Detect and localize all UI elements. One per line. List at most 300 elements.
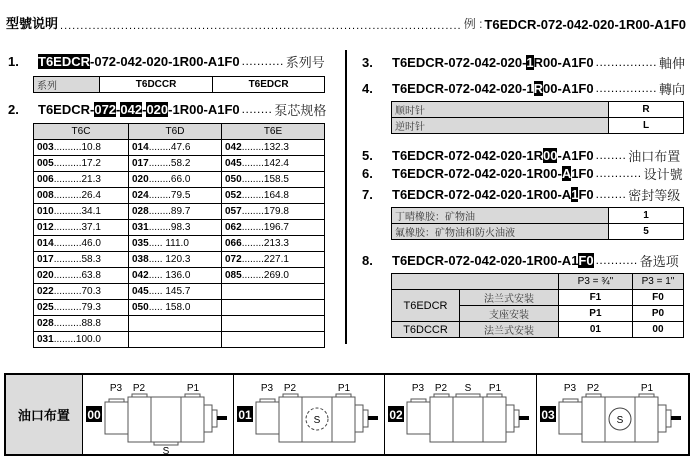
rotation-label: 顺时针 (392, 102, 609, 118)
code-part: - (116, 101, 121, 117)
front-cap (658, 405, 666, 432)
size-cell (222, 188, 325, 204)
pump-diagram (83, 375, 235, 454)
table-row (34, 77, 325, 93)
port-label: P3 (563, 383, 576, 394)
code-part: T6EDCR-072-042-020-1R00-A (392, 186, 572, 202)
size-cell (34, 140, 129, 156)
seal-label: 丁晴橡胶：矿物油 (392, 208, 609, 224)
size-code: 045 (225, 158, 242, 169)
port-label: P3 (109, 383, 122, 394)
code-label: 03 (540, 408, 555, 422)
displacement-value: ........179.8 (241, 206, 289, 217)
leader-dots: ............ (595, 166, 642, 180)
code-highlight: 00 (543, 147, 558, 163)
table-row (392, 118, 684, 134)
table-row (34, 188, 325, 204)
column-header: T6E (222, 124, 325, 140)
table-row (34, 172, 325, 188)
flange (363, 410, 368, 427)
section-number: 6. (362, 165, 373, 181)
size-cell (222, 172, 325, 188)
table-row (34, 140, 325, 156)
size-cell (222, 316, 325, 332)
front-cap (506, 405, 514, 432)
pump-diagram (234, 375, 386, 454)
port-flange (336, 394, 351, 397)
panel-label: 油口布置 (6, 375, 83, 454)
size-code: 052 (225, 190, 242, 201)
port-flange (487, 394, 502, 397)
column-header: P3 = 1" (632, 274, 683, 290)
table-row (34, 156, 325, 172)
section-number: 7. (362, 186, 373, 202)
leader-dots: ........ (595, 187, 627, 201)
port-arrangement-panel (4, 373, 690, 456)
end-cover (256, 402, 279, 434)
displacement-value: ........142.4 (241, 158, 289, 169)
series-value: T6EDCR (213, 77, 325, 93)
size-code: 010 (37, 206, 54, 217)
option-value: 00 (632, 322, 683, 338)
displacement-value: ..........88.8 (53, 318, 101, 329)
displacement-value: ........196.7 (241, 222, 289, 233)
displacement-value: ..........26.4 (53, 190, 101, 201)
size-cell (222, 300, 325, 316)
code-part: 1F0 (571, 165, 594, 181)
body-block (453, 397, 483, 442)
table-row (34, 300, 325, 316)
size-code: 045 (132, 286, 149, 297)
size-cell (129, 236, 222, 252)
size-cell (129, 252, 222, 268)
flange (212, 410, 217, 427)
size-cell (34, 220, 129, 236)
body-block (181, 397, 204, 442)
port-label: P2 (283, 383, 297, 394)
seal-table (391, 207, 684, 240)
size-code: 022 (37, 286, 54, 297)
port-flange (283, 394, 298, 397)
displacement-value: ........98.3 (148, 222, 191, 233)
model-cell: T6DCCR (392, 322, 460, 338)
size-cell (34, 316, 129, 332)
size-cell (34, 172, 129, 188)
section-description: 备选项 (639, 254, 679, 270)
model-code (392, 55, 594, 70)
rotation-value: R (609, 102, 684, 118)
port-label: P1 (640, 383, 653, 394)
displacement-value: ..........37.1 (53, 222, 101, 233)
size-code: 024 (132, 190, 149, 201)
code-part: T6EDCR- (38, 101, 95, 117)
body-block (151, 397, 181, 442)
code-part: - (142, 101, 147, 117)
body-block (483, 397, 506, 442)
section-number: 5. (362, 147, 373, 163)
displacement-value: ........58.2 (148, 158, 191, 169)
section-number: 3. (362, 54, 373, 70)
size-code: 042 (132, 270, 149, 281)
column-header: P3 = ¾" (558, 274, 632, 290)
table-row (34, 268, 325, 284)
code-part: T6EDCR-072-042-020-1 (392, 80, 534, 96)
series-label: 系列 (34, 77, 100, 93)
displacement-value: ..... 136.0 (148, 270, 191, 281)
seal-value: 1 (609, 208, 684, 224)
section-description: 密封等级 (628, 188, 681, 204)
size-code: 028 (37, 318, 54, 329)
code-highlight: R (533, 80, 544, 96)
size-code: 020 (37, 270, 54, 281)
end-cover (105, 402, 128, 434)
port-option-01 (234, 375, 385, 454)
example-code: T6EDCR-072-042-020-1R00-A1F0 (484, 17, 686, 32)
displacement-value: ..........46.0 (53, 238, 101, 249)
table-row (34, 220, 325, 236)
port-label: P1 (186, 383, 199, 394)
size-cell (34, 268, 129, 284)
code-part: T6EDCR-072-042-020- (392, 54, 527, 70)
port-flange (434, 394, 449, 397)
size-code: 014 (37, 238, 54, 249)
option-value: 01 (558, 322, 632, 338)
code-part: 00-A1F0 (543, 80, 594, 96)
size-cell (34, 156, 129, 172)
table-row (34, 332, 325, 348)
table-row (392, 102, 684, 118)
displacement-value: ........132.3 (241, 142, 289, 153)
size-cell (129, 172, 222, 188)
model-code (392, 148, 594, 163)
size-code: 031 (132, 222, 149, 233)
size-cell (222, 204, 325, 220)
flange (514, 410, 519, 427)
end-cover (559, 402, 582, 434)
size-code: 017 (132, 158, 149, 169)
size-cell (34, 188, 129, 204)
section-description: 设计號 (643, 167, 683, 183)
displacement-value: ........158.5 (241, 174, 289, 185)
table-row (392, 208, 684, 224)
table-row (392, 290, 684, 306)
code-part: F0 (578, 186, 594, 202)
rotation-label: 逆时针 (392, 118, 609, 134)
size-cell (129, 332, 222, 348)
code-part: -1R00-A1F0 (168, 101, 240, 117)
options-table (391, 273, 684, 338)
port-flange (185, 394, 200, 397)
size-cell (34, 300, 129, 316)
size-code: 062 (225, 222, 242, 233)
port-label: P1 (489, 383, 502, 394)
body-block (128, 397, 151, 442)
size-cell (34, 284, 129, 300)
size-code: 025 (37, 302, 54, 313)
port-flange (411, 399, 426, 402)
displacement-value: ........47.6 (148, 142, 191, 153)
code-part: R00-A1F0 (533, 54, 594, 70)
shaft (368, 416, 378, 420)
column-header: T6C (34, 124, 129, 140)
code-label: 00 (86, 408, 101, 422)
displacement-value: ........164.8 (241, 190, 289, 201)
series-table (33, 76, 325, 93)
pump-diagram (537, 375, 689, 454)
table-row (34, 252, 325, 268)
displacement-value: ..........21.3 (53, 174, 101, 185)
leader-dots: ................ (595, 55, 657, 69)
code-highlight: F0 (578, 252, 594, 268)
code-part: T6EDCR-072-042-020-1R00-A1 (392, 252, 579, 268)
code-part: T6EDCR-072-042-020-1R (392, 147, 544, 163)
section-number: 8. (362, 252, 373, 268)
size-code: 017 (37, 254, 54, 265)
table-row (34, 316, 325, 332)
body-block (430, 397, 453, 442)
size-code: 014 (132, 142, 149, 153)
displacement-value: ..........79.3 (53, 302, 101, 313)
model-code (38, 102, 240, 117)
option-value: F1 (558, 290, 632, 306)
size-cell (129, 204, 222, 220)
cartridge-size-table (33, 123, 325, 348)
section-description: 泵芯规格 (274, 103, 327, 119)
displacement-value: ........213.3 (241, 238, 289, 249)
model-code (392, 166, 594, 181)
option-value: P1 (558, 306, 632, 322)
size-cell (222, 284, 325, 300)
table-header-row (392, 274, 684, 290)
size-code: 008 (37, 190, 54, 201)
leader-dots (60, 20, 462, 32)
displacement-value: ..... 145.7 (148, 286, 191, 297)
size-code: 072 (225, 254, 242, 265)
size-cell (129, 220, 222, 236)
size-cell (129, 140, 222, 156)
model-code (38, 54, 240, 69)
size-cell (129, 284, 222, 300)
size-cell (129, 316, 222, 332)
section-7-heading (362, 185, 680, 203)
code-highlight: 072 (94, 101, 117, 117)
port-flange (154, 442, 178, 445)
size-cell (129, 300, 222, 316)
size-code: 050 (225, 174, 242, 185)
port-option-00 (83, 375, 234, 454)
port-label: S (464, 383, 472, 394)
size-code: 050 (132, 302, 149, 313)
leader-dots: ........ (241, 102, 273, 116)
size-cell (222, 156, 325, 172)
size-code: 035 (132, 238, 149, 249)
port-label: P2 (132, 383, 145, 394)
code-highlight: 1 (526, 54, 534, 70)
port-flange (563, 399, 578, 402)
displacement-value: ..........34.1 (53, 206, 101, 217)
section-description: 油口布置 (628, 149, 681, 165)
port-label: P2 (586, 383, 599, 394)
header-row (6, 14, 686, 32)
code-label: 01 (238, 408, 252, 422)
table-row (392, 224, 684, 240)
size-cell (34, 252, 129, 268)
seal-label: 氟橡胶：矿物油和防火油液 (392, 224, 609, 240)
displacement-value: ........79.5 (148, 190, 191, 201)
code-highlight: 1 (571, 186, 579, 202)
table-row (34, 236, 325, 252)
rotation-value: L (609, 118, 684, 134)
size-code: 057 (225, 206, 242, 217)
series-value: T6DCCR (100, 77, 213, 93)
front-cap (204, 405, 212, 432)
code-part: T6EDCR-072-042-020-1R00- (392, 165, 562, 181)
blank-header (392, 274, 559, 290)
displacement-value: ........100.0 (53, 334, 101, 345)
table-row (34, 204, 325, 220)
code-part: -A1F0 (557, 147, 594, 163)
section-number: 4. (362, 80, 373, 96)
size-code: 085 (225, 270, 242, 281)
size-cell (34, 204, 129, 220)
size-cell (222, 220, 325, 236)
model-code (392, 253, 594, 268)
size-cell (222, 268, 325, 284)
section-description: 系列号 (285, 55, 325, 71)
size-cell (222, 332, 325, 348)
displacement-value: ..... 120.3 (148, 254, 191, 265)
section-number: 2. (8, 101, 19, 117)
port-flange (109, 399, 124, 402)
port-flange (456, 394, 480, 397)
size-code: 031 (37, 334, 54, 345)
example-label: 例 : (463, 17, 483, 31)
code-highlight: 020 (146, 101, 169, 117)
shaft (519, 416, 529, 420)
port-label: P1 (337, 383, 351, 394)
section-3-heading (362, 53, 685, 71)
seal-value: 5 (609, 224, 684, 240)
port-label: P2 (435, 383, 448, 394)
shaft (671, 416, 681, 420)
size-code: 020 (132, 174, 149, 185)
displacement-value: ..........10.8 (53, 142, 101, 153)
port-label: P3 (260, 383, 274, 394)
section-number: 1. (8, 53, 19, 69)
size-code: 003 (37, 142, 54, 153)
size-code: 012 (37, 222, 54, 233)
section-description: 轉向 (658, 82, 685, 98)
size-cell (129, 268, 222, 284)
section-1-heading (8, 52, 325, 70)
port-label: P3 (412, 383, 425, 394)
front-cap (355, 405, 363, 432)
table-row (34, 284, 325, 300)
size-cell (222, 236, 325, 252)
code-highlight: T6EDCR (38, 53, 91, 69)
page-title: 型號说明 (6, 16, 59, 31)
code-highlight: A (561, 165, 572, 181)
code-label: 02 (389, 408, 404, 422)
size-cell (129, 188, 222, 204)
mount-cell: 支座安装 (460, 306, 559, 322)
body-block (332, 397, 355, 442)
size-code: 028 (132, 206, 149, 217)
option-value: P0 (632, 306, 683, 322)
displacement-value: ........66.0 (148, 174, 191, 185)
model-code (392, 187, 594, 202)
size-code: 006 (37, 174, 54, 185)
section-5-heading (362, 146, 680, 164)
port-option-03 (537, 375, 688, 454)
pump-diagram (385, 375, 537, 454)
port-flange (260, 399, 275, 402)
displacement-value: ........227.1 (241, 254, 289, 265)
section-6-heading (362, 164, 683, 182)
size-cell (222, 252, 325, 268)
column-header: T6D (129, 124, 222, 140)
size-code: 066 (225, 238, 242, 249)
body-block (635, 397, 658, 442)
displacement-value: ........89.7 (148, 206, 191, 217)
model-code (392, 81, 594, 96)
size-cell (34, 236, 129, 252)
port-flange (639, 394, 654, 397)
displacement-value: ..........70.3 (53, 286, 101, 297)
option-value: F0 (632, 290, 683, 306)
port-label: S (162, 446, 170, 454)
displacement-value: ..... 158.0 (148, 302, 191, 313)
port-flange (586, 394, 601, 397)
displacement-value: ..........17.2 (53, 158, 101, 169)
code-rest: -072-042-020-1R00-A1F0 (90, 53, 240, 69)
leader-dots: ........... (595, 253, 638, 267)
flange (666, 410, 671, 427)
leader-dots: ........... (241, 54, 284, 68)
table-row (392, 322, 684, 338)
table-header-row (34, 124, 325, 140)
mount-cell: 法兰式安装 (460, 290, 559, 306)
displacement-value: ..........58.3 (53, 254, 101, 265)
port-flange (132, 394, 147, 397)
size-code: 042 (225, 142, 242, 153)
section-8-heading (362, 251, 679, 269)
leader-dots: ........ (595, 148, 627, 162)
displacement-value: ........269.0 (241, 270, 289, 281)
size-code: 038 (132, 254, 149, 265)
port-label: S (616, 415, 623, 426)
mount-cell: 法兰式安装 (460, 322, 559, 338)
leader-dots: ................ (595, 81, 657, 95)
displacement-value: ..........63.8 (53, 270, 101, 281)
section-2-heading (8, 100, 326, 118)
body-block (279, 397, 302, 442)
port-label: S (313, 415, 321, 426)
size-cell (222, 140, 325, 156)
end-cover (407, 402, 430, 434)
size-cell (129, 156, 222, 172)
displacement-value: ..... 111.0 (148, 238, 189, 249)
model-cell: T6EDCR (392, 290, 460, 322)
column-divider (345, 50, 347, 344)
section-description: 軸伸 (658, 56, 685, 72)
shaft (217, 416, 227, 420)
size-code: 005 (37, 158, 54, 169)
code-highlight: 042 (120, 101, 143, 117)
rotation-table (391, 101, 684, 134)
size-cell (34, 332, 129, 348)
port-option-02 (385, 375, 536, 454)
